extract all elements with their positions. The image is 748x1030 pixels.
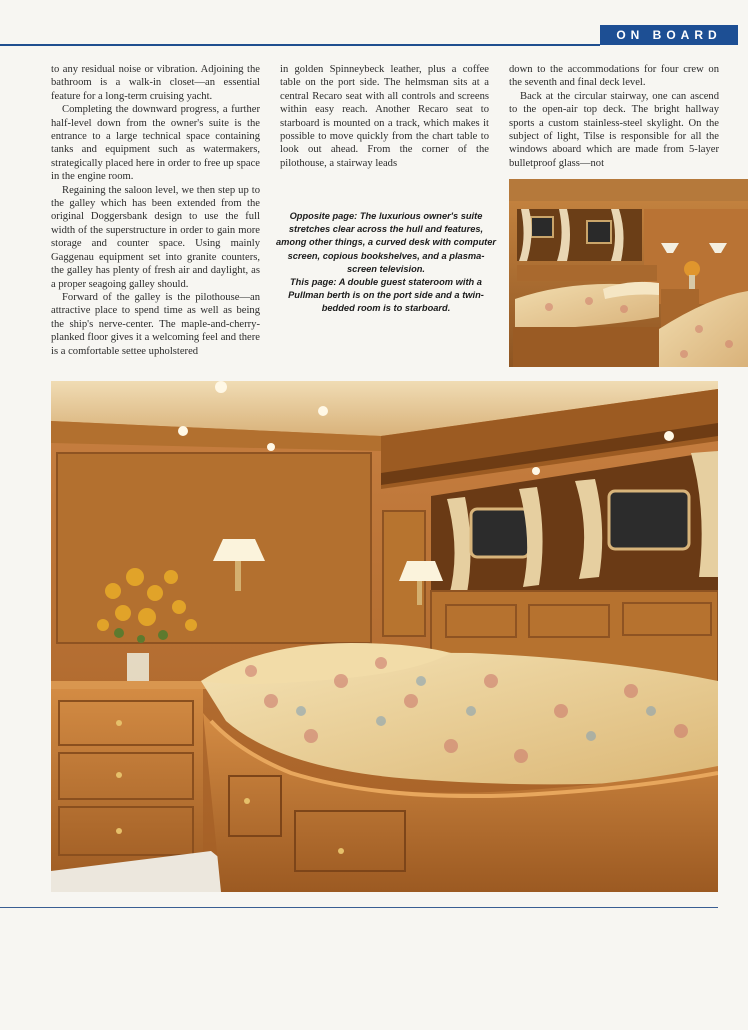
article-column-3 xyxy=(509,63,719,168)
footer-rule xyxy=(0,907,718,908)
paragraph: Regaining the saloon level, we then step up to the galley which has been extended from the original Doggersbank design to use the full width of the superstructure in order to gain more storage and counter space. Using mainly Gaggenau equipment set into granite counters, the galley has plenty of fresh air and daylight, as a proper seagoing galley should. xyxy=(51,184,260,290)
paragraph: Back at the circular stairway, one can ascend to the open-air top deck. The bright hallway sports a custom stainless-steel skylight. On the subject of light, Tilse is responsible for all the windows aboard which are made from 5-layer bulletproof glass—not xyxy=(509,90,719,169)
photo-caption xyxy=(275,210,497,316)
paragraph: in golden Spinneybeck leather, plus a coffee table on the port side. The helmsman sits at a central Recaro seat with all controls and screens within easy reach. Another Recaro seat to starboard is mounted on a track, which makes it possible to move quickly from the chart table to look out ahead. From the corner of the pilothouse, a stairway leads xyxy=(280,64,489,169)
header-rule xyxy=(0,44,600,46)
paragraph: down to the accommodations for four crew on the seventh and final deck level. xyxy=(509,64,719,89)
caption-opposite-page: Opposite page: The luxurious owner's suite stretches clear across the hull and features, among other things, a curved desk with computer screen, copious bookshelves, and a plasma-screen television. xyxy=(275,211,497,274)
paragraph: Forward of the galley is the pilothouse—an attractive place to spend time as well as being the ship's nerve-center. The maple-and-cherry-planked floor gives it a welcoming feel and there is a comfortable settee upholstered xyxy=(51,291,260,357)
double-stateroom-photo xyxy=(51,381,718,892)
paragraph: to any residual noise or vibration. Adjoining the bathroom is a walk-in closet—an essential feature for a long-term cruising yacht. xyxy=(51,64,260,102)
section-label: ON BOARD xyxy=(600,25,738,45)
article-column-1 xyxy=(51,63,260,368)
twin-stateroom-photo xyxy=(509,179,748,367)
paragraph: Completing the downward progress, a further half-level down from the owner's suite is the entrance to a large technical space containing tanks and equipment such as watermakers, strategically placed here in order to free up space in the engine room. xyxy=(51,104,260,183)
caption-this-page: This page: A double guest stateroom with a Pullman berth is on the port side and a twin-bedded room is to starboard. xyxy=(288,277,484,314)
article-column-2 xyxy=(280,63,489,168)
